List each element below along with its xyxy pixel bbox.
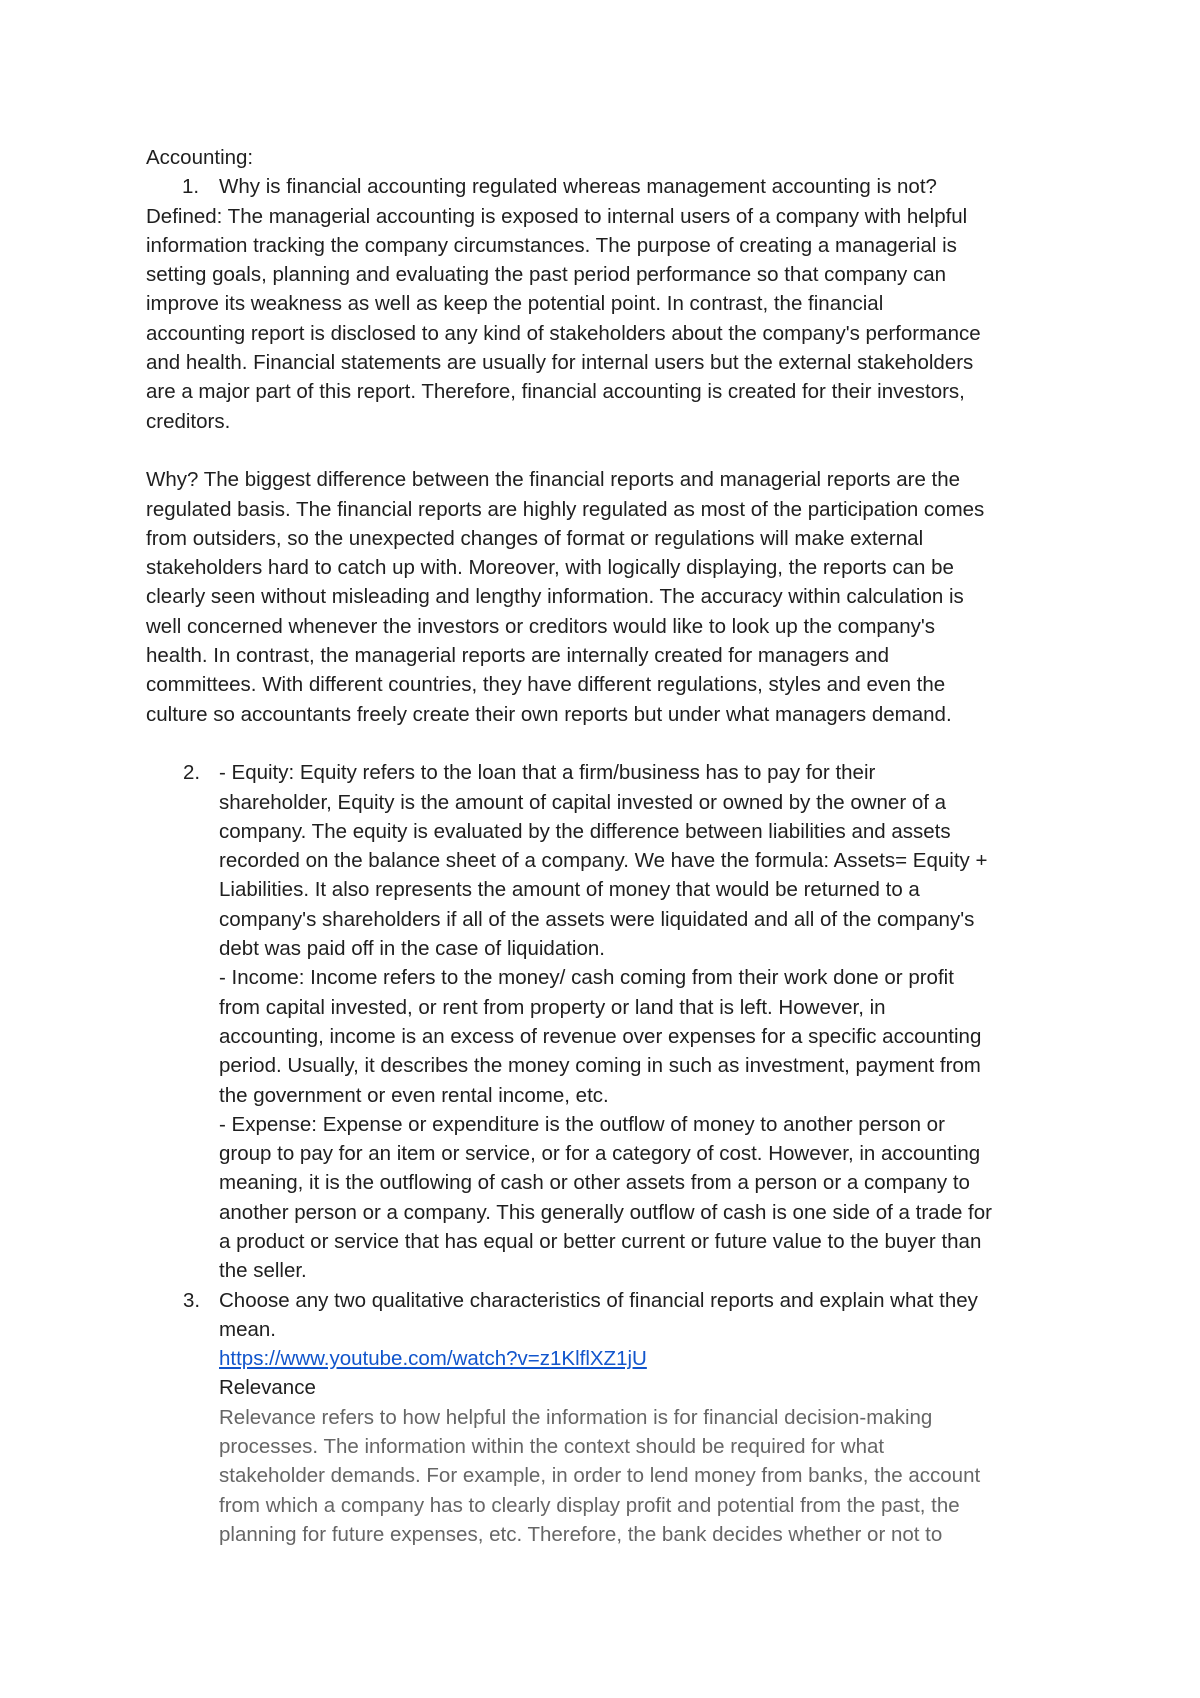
list-item-line: from capital invested, or rent from property or land that is left. However, in <box>219 995 886 1019</box>
list-item-line: period. Usually, it describes the money coming in such as investment, payment from <box>219 1054 981 1078</box>
list-item-line: company's shareholders if all of the assets were liquidated and all of the company's <box>219 907 975 931</box>
relevance-line: stakeholder demands. For example, in order to lend money from banks, the account <box>219 1464 981 1488</box>
paragraph-line: committees. With different countries, they have different regulations, styles and even the <box>146 673 946 697</box>
question-2 <box>146 758 1076 1285</box>
blank-line <box>146 729 1076 758</box>
list-item-line: accounting, income is an excess of revenue over expenses for a specific accounting <box>219 1024 982 1048</box>
question-3-number: 3. <box>183 1288 201 1312</box>
paragraph-line: clearly seen without misleading and lengthy information. The accuracy within calculation is <box>146 585 964 609</box>
list-item-line: Liabilities. It also represents the amount of money that would be returned to a <box>219 878 920 902</box>
question-2-number: 2. <box>183 761 201 785</box>
paragraph-line: and health. Financial statements are usually for internal users but the external stakeholders <box>146 351 974 375</box>
paragraph-line: Defined: The managerial accounting is exposed to internal users of a company with helpful <box>146 204 968 228</box>
document-heading: Accounting: <box>146 146 254 169</box>
paragraph-line: information tracking the company circumstances. The purpose of creating a managerial is <box>146 233 957 257</box>
paragraph-line: Why? The biggest difference between the financial reports and managerial reports are the <box>146 468 961 492</box>
list-item-line: the seller. <box>219 1259 307 1283</box>
paragraph-line: regulated basis. The financial reports are highly regulated as most of the participation comes <box>146 497 985 521</box>
defined-paragraph <box>146 202 1076 436</box>
paragraph-line: improve its weakness as well as keep the potential point. In contrast, the financial <box>146 292 884 316</box>
paragraph-line: accounting report is disclosed to any kind of stakeholders about the company's performance <box>146 321 981 345</box>
paragraph-line: are a major part of this report. Therefore, financial accounting is created for their investors, <box>146 380 965 404</box>
paragraph-line: from outsiders, so the unexpected changes of format or regulations will make external <box>146 526 924 550</box>
paragraph-line: health. In contrast, the managerial reports are internally created for managers and <box>146 644 889 668</box>
list-item-line: debt was paid off in the case of liquidation. <box>219 937 605 961</box>
relevance-line: planning for future expenses, etc. Therefore, the bank decides whether or not to <box>219 1522 943 1546</box>
relevance-line: processes. The information within the context should be required for what <box>219 1435 885 1459</box>
question-1-text: Why is financial accounting regulated whereas management accounting is not? <box>219 175 937 199</box>
paragraph-line: well concerned whenever the investors or creditors would like to look up the company's <box>146 614 936 638</box>
relevance-subheading: Relevance <box>219 1376 316 1400</box>
question-3-text: mean. <box>219 1317 276 1341</box>
paragraph-line: stakeholders hard to catch up with. Moreover, with logically displaying, the reports can be <box>146 556 954 580</box>
paragraph-line: culture so accountants freely create their own reports but under what managers demand. <box>146 702 952 726</box>
list-item-line: a product or service that has equal or better current or future value to the buyer than <box>219 1229 982 1253</box>
youtube-link[interactable]: https://www.youtube.com/watch?v=z1KlflXZ1jU <box>219 1347 647 1371</box>
paragraph-line: creditors. <box>146 409 231 433</box>
list-item-line: the government or even rental income, etc. <box>219 1083 609 1107</box>
list-item-line: shareholder, Equity is the amount of capital invested or owned by the owner of a <box>219 790 947 814</box>
document-page <box>146 143 1076 1549</box>
question-3 <box>146 1286 1076 1550</box>
blank-line <box>146 436 1076 465</box>
relevance-line: Relevance refers to how helpful the information is for financial decision-making <box>219 1405 933 1429</box>
question-1-number: 1. <box>182 175 200 199</box>
list-item-line: another person or a company. This generally outflow of cash is one side of a trade for <box>219 1200 992 1224</box>
list-item-line: recorded on the balance sheet of a company. We have the formula: Assets= Equity + <box>219 849 988 873</box>
list-item-line: company. The equity is evaluated by the difference between liabilities and assets <box>219 819 951 843</box>
relevance-line: from which a company has to clearly display profit and potential from the past, the <box>219 1493 960 1517</box>
why-paragraph <box>146 465 1076 729</box>
question-1 <box>146 172 1076 201</box>
paragraph-line: setting goals, planning and evaluating the past period performance so that company can <box>146 263 947 287</box>
list-item-line: group to pay for an item or service, or for a category of cost. However, in accounting <box>219 1142 981 1166</box>
list-item-line: - Expense: Expense or expenditure is the outflow of money to another person or <box>219 1112 945 1136</box>
list-item-line: meaning, it is the outflowing of cash or other assets from a person or a company to <box>219 1171 970 1195</box>
question-3-text: Choose any two qualitative characteristics of financial reports and explain what they <box>219 1288 978 1312</box>
list-item-line: - Equity: Equity refers to the loan that a firm/business has to pay for their <box>219 761 876 785</box>
list-item-line: - Income: Income refers to the money/ cash coming from their work done or profit <box>219 966 954 990</box>
